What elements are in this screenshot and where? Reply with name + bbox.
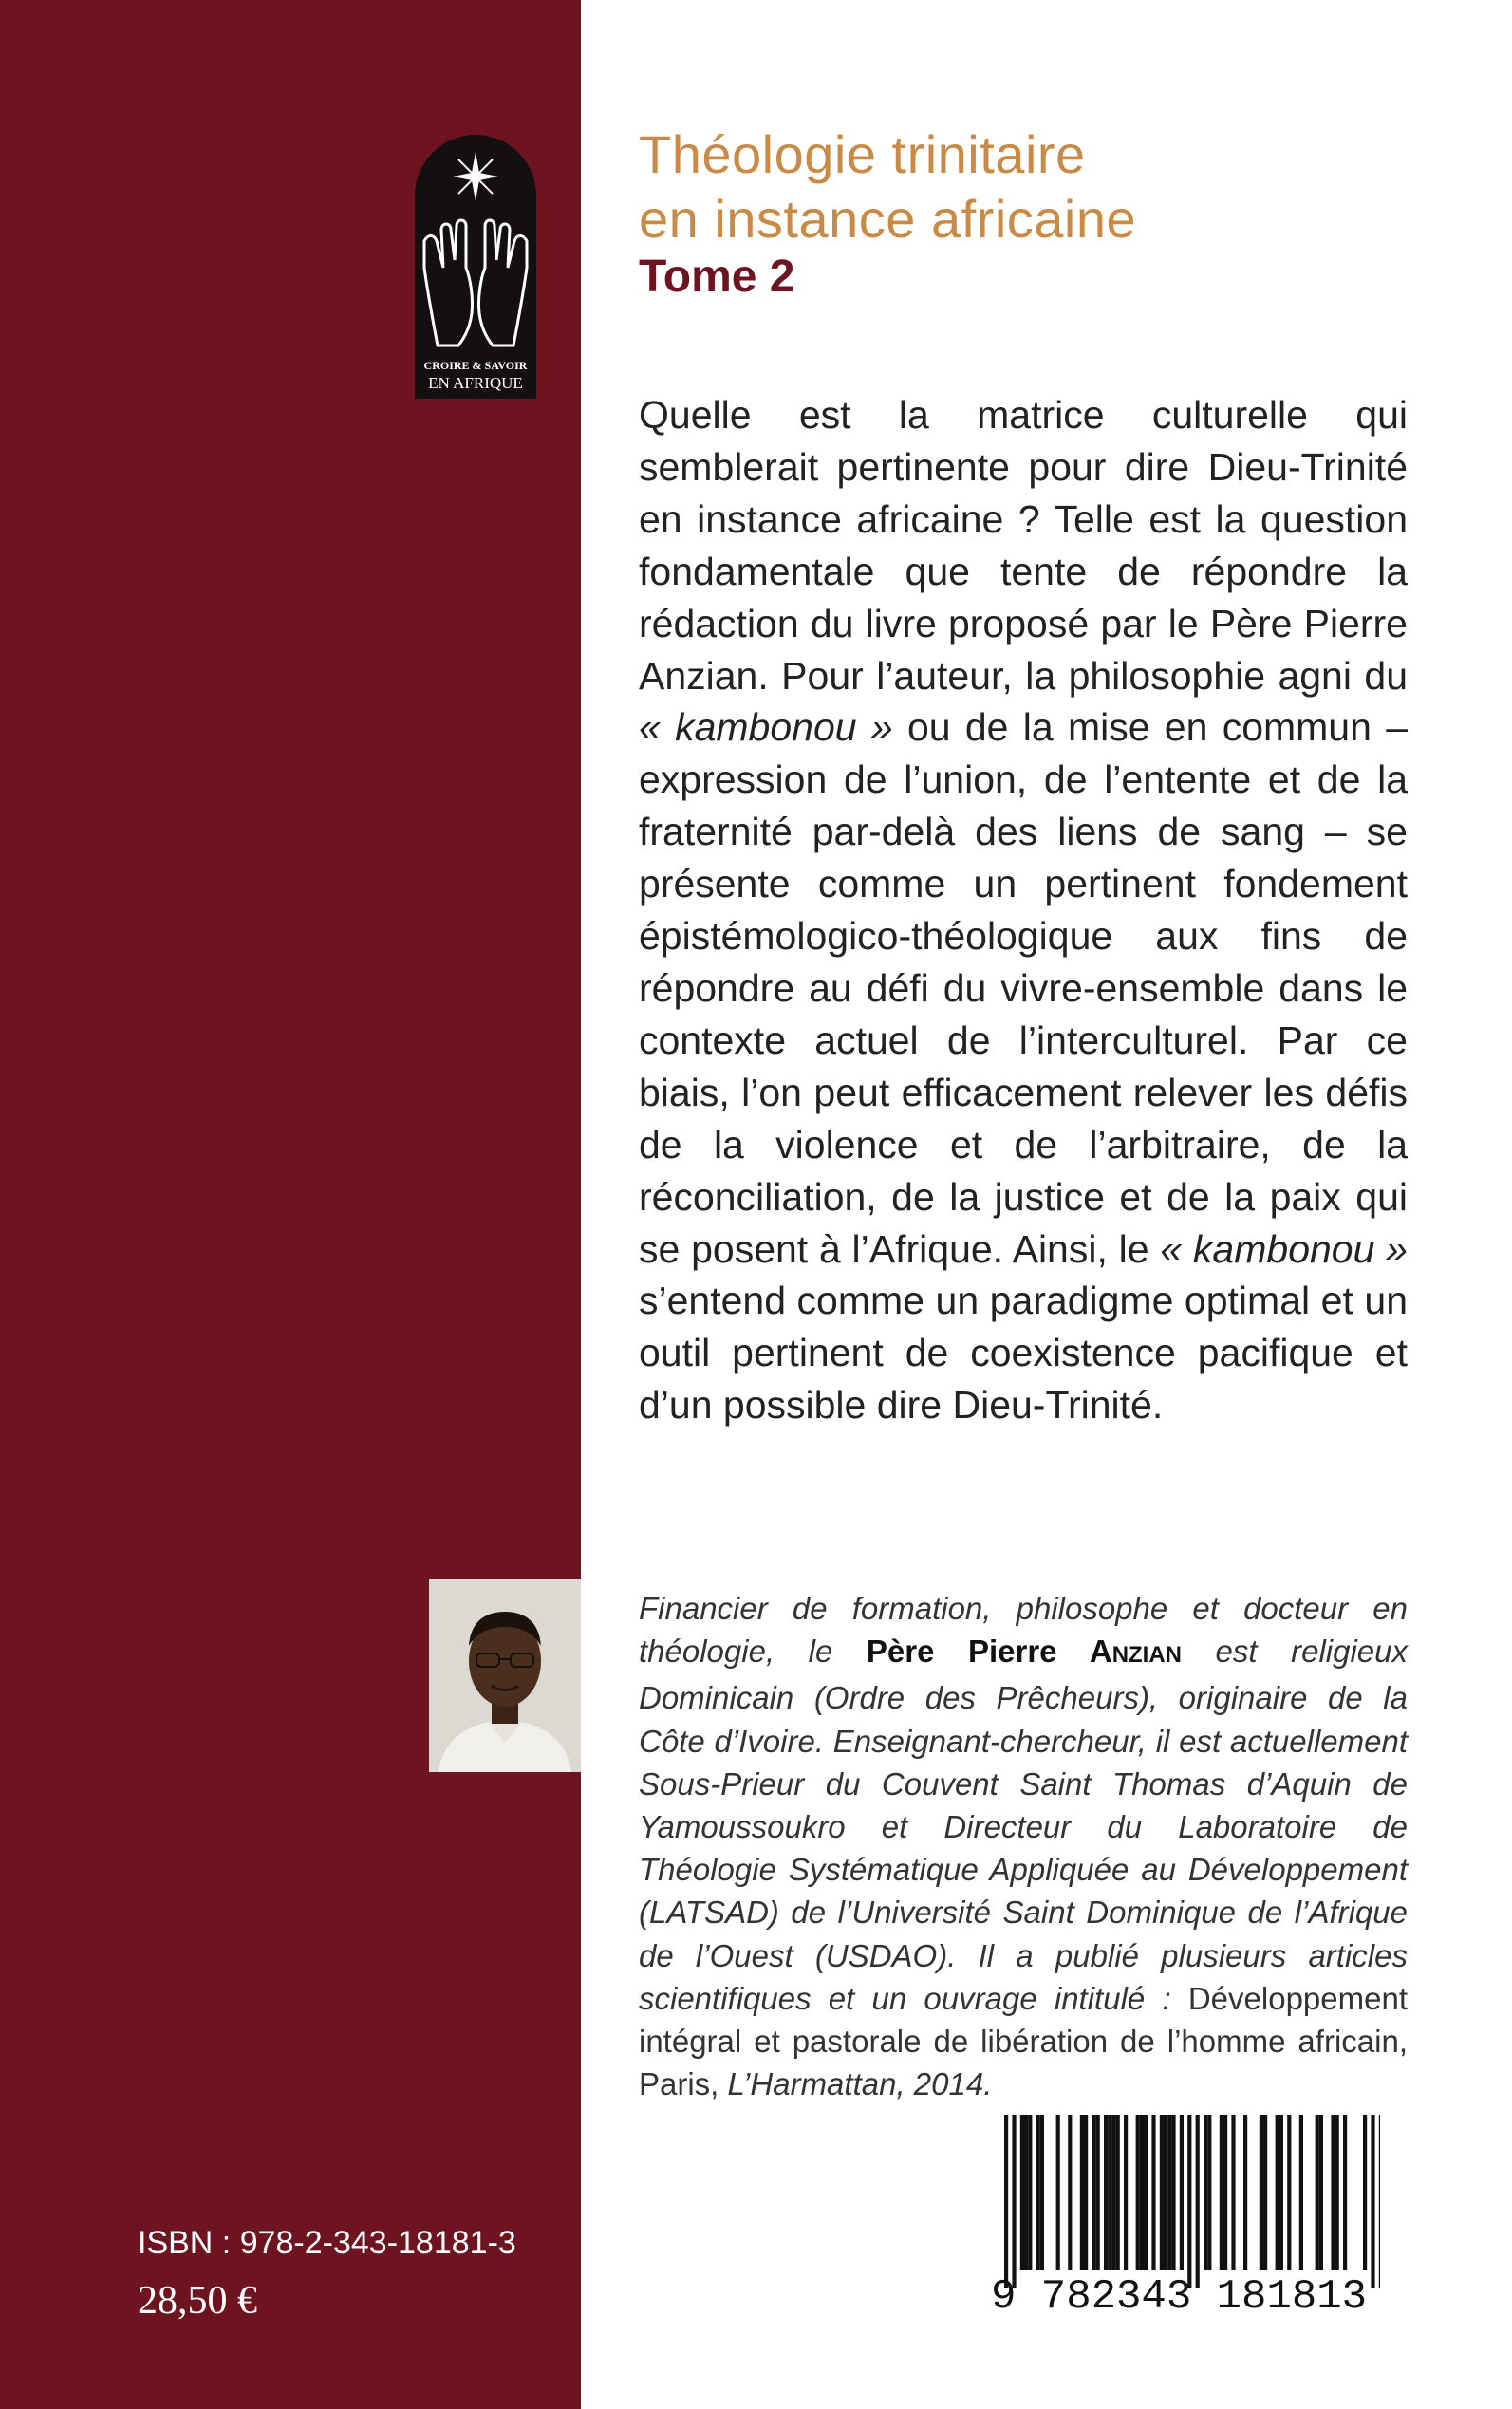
- barcode-bar: [1171, 2115, 1175, 2270]
- barcode-bar: [1116, 2115, 1120, 2270]
- barcode-bar: [1104, 2115, 1108, 2270]
- barcode-bar: [1363, 2115, 1367, 2270]
- barcode-bar: [1187, 2115, 1191, 2288]
- author-photo: [429, 1579, 581, 1772]
- barcode-bar: [1276, 2115, 1279, 2270]
- barcode-bar: [1012, 2115, 1016, 2288]
- barcode-bar: [1223, 2115, 1227, 2270]
- barcode-bar: [1204, 2115, 1207, 2270]
- barcode-bar: [1068, 2115, 1072, 2270]
- blurb-part1: Quelle est la matrice culturelle qui semblerait pertinente pour dire Dieu-Trinité en instance africaine ? Telle est la question fondamentale que tente de répondre la rédaction du livre proposé par le Père Pierre Anzian. Pour l’auteur, la philosophie agni du: [639, 393, 1408, 698]
- barcode-bar: [1207, 2115, 1211, 2270]
- barcode-bar: [1020, 2115, 1024, 2270]
- barcode-bar: [1024, 2115, 1028, 2270]
- barcode-bar: [1263, 2115, 1267, 2270]
- barcode-bar: [1167, 2115, 1171, 2270]
- barcode-bar: [1151, 2115, 1155, 2270]
- barcode-bar: [1056, 2115, 1060, 2270]
- logo-text-line2: EN AFRIQUE: [428, 374, 523, 392]
- bio-author-name: [867, 1634, 1182, 1669]
- barcode-bar: [1108, 2115, 1111, 2270]
- star-hands-icon: [415, 135, 536, 359]
- barcode-bar: [1028, 2115, 1032, 2270]
- barcode-bar: [1092, 2115, 1095, 2270]
- barcode-bar: [1180, 2115, 1184, 2270]
- barcode-bar: [1164, 2115, 1167, 2270]
- barcode-bar: [1160, 2115, 1164, 2270]
- barcode-bar: [1331, 2115, 1335, 2270]
- barcode-bar: [1140, 2115, 1144, 2270]
- barcode-bar: [1260, 2115, 1263, 2270]
- barcode-bar: [1144, 2115, 1148, 2270]
- blurb-kambonou-1: « kambonou »: [639, 705, 893, 750]
- barcode-bar: [1299, 2115, 1303, 2270]
- book-title-line2: en instance africaine: [639, 189, 1137, 249]
- barcode-bar: [1243, 2115, 1247, 2270]
- blurb-kambonou-2: « kambonou »: [1160, 1226, 1408, 1271]
- barcode-bar: [1040, 2115, 1044, 2270]
- barcode-bar: [1124, 2115, 1128, 2270]
- barcode-bar: [1319, 2115, 1323, 2270]
- author-portrait-image: [429, 1579, 581, 1772]
- barcode-bar: [1111, 2115, 1115, 2270]
- bio-name-first: Père Pierre A: [866, 1634, 1112, 1670]
- left-spine-panel: [0, 0, 581, 2409]
- barcode-bar: [1279, 2115, 1283, 2270]
- barcode-bar: [1036, 2115, 1040, 2270]
- barcode-bar: [1096, 2115, 1100, 2270]
- author-biography: [639, 1587, 1408, 2105]
- book-tome: Tome 2: [639, 252, 795, 302]
- logo-text-line1: CROIRE & SAVOIR: [423, 359, 528, 372]
- book-title-line1: Théologie trinitaire: [639, 124, 1086, 184]
- price-text: 28,50 €: [138, 2279, 257, 2323]
- barcode-bar: [1080, 2115, 1084, 2270]
- barcode-bar: [1371, 2115, 1374, 2288]
- bio-part2: est religieux Dominicain (Ordre des Prêcheurs), originaire de la Côte d’Ivoire. Enseignant-chercheur, il est actuellement Sous-Prieur du Couvent Saint Thomas d’Aquin de Yamoussoukro et Directeur du Laboratoire de Théologie Systématique Appliquée au Développement (LATSAD) de l’Université Saint Dominique de l’Afrique de l’Ouest (USDAO). Il a publié plusieurs articles scientifiques et un ouvrage intitulé :: [639, 1634, 1408, 2016]
- bio-publisher: L’Harmattan, 2014.: [719, 2066, 993, 2102]
- star-hands-logo: [415, 135, 536, 399]
- barcode-bar: [1379, 2115, 1380, 2288]
- bio-name-rest: NZIAN: [1111, 1642, 1183, 1669]
- isbn-text: ISBN : 978-2-343-18181-3: [138, 2225, 516, 2261]
- bio-part1: Financier de formation, philosophe et docteur en théologie, le: [639, 1591, 1408, 1670]
- barcode-bar: [1316, 2115, 1319, 2270]
- barcode-digits: 9 782343 181813: [991, 2273, 1368, 2321]
- blurb-part2: ou de la mise en commun – expression de l’union, de l’entente et de la fraternité par-delà des liens de sang – se présente comme un pertinent fondement épistémologico-théologique aux fins de répondre au défi du vivre-ensemble dans le contexte actuel de l’interculturel. Par ce biais, l’on peut efficacement relever les défis de la violence et de l’arbitraire, de la réconciliation, de la justice et de la paix qui se posent à l’Afrique. Ainsi, le: [639, 705, 1408, 1271]
- barcode-bar: [1220, 2115, 1223, 2270]
- back-cover-blurb: [639, 389, 1408, 1431]
- bio-work-title: Développement intégral et pastorale de libération de l’homme africain, Paris,: [639, 1980, 1408, 2102]
- barcode-bar: [1136, 2115, 1140, 2270]
- barcode-bar: [1335, 2115, 1339, 2270]
- barcode-bar: [1231, 2115, 1235, 2270]
- blurb-part3: s’entend comme un paradigme optimal et un outil pertinent de coexistence pacifique et d’un possible dire Dieu-Trinité.: [639, 1279, 1408, 1428]
- barcode-bar: [1196, 2115, 1200, 2288]
- barcode-bar: [1084, 2115, 1088, 2270]
- barcode-bar: [1004, 2115, 1008, 2288]
- barcode-bar: [1343, 2115, 1347, 2270]
- barcode-bar: [1287, 2115, 1291, 2270]
